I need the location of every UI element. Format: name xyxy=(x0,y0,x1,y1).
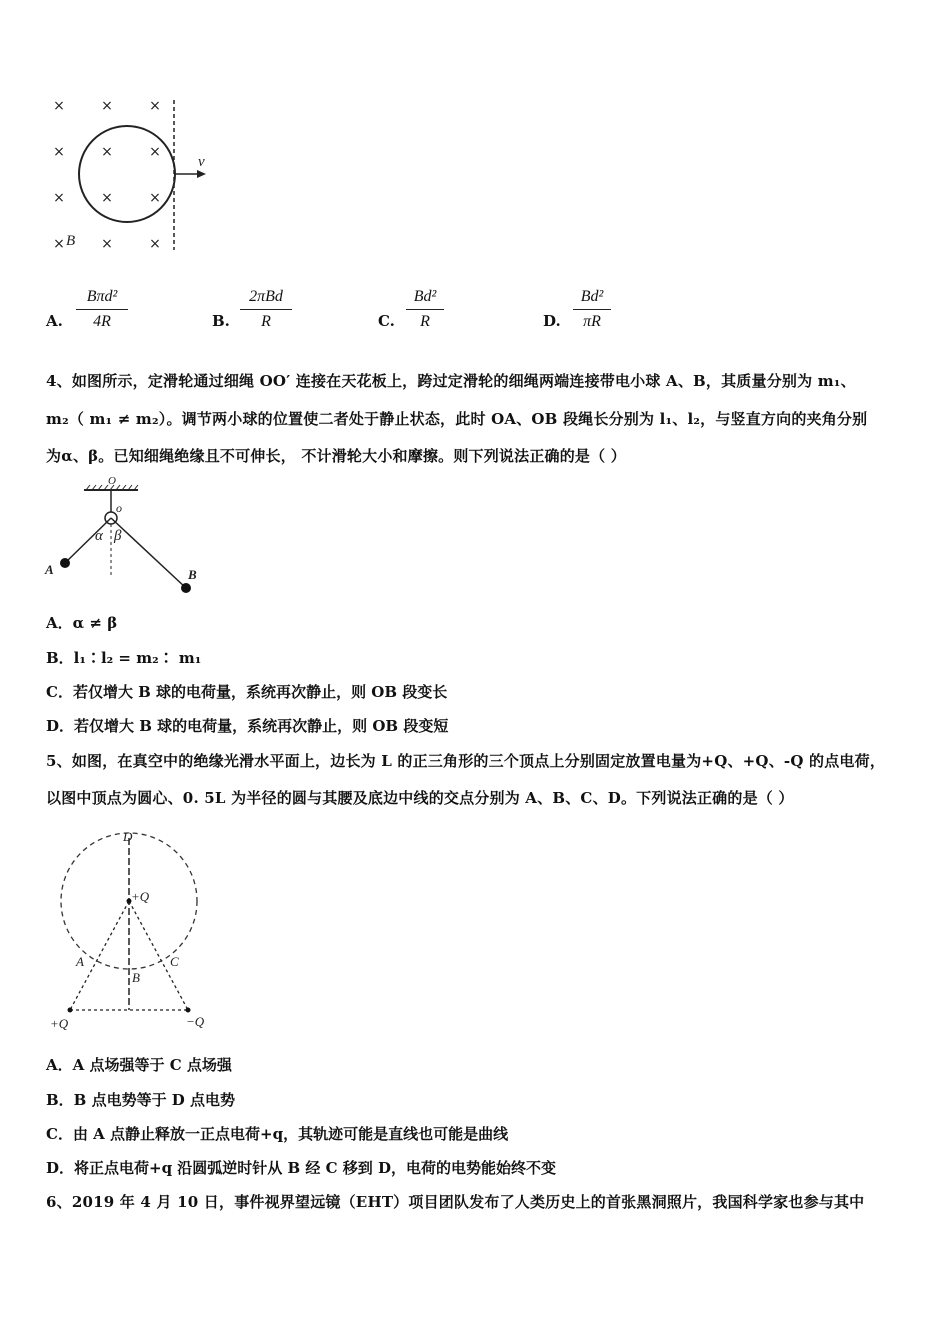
charge-left xyxy=(68,1008,73,1013)
point-d-label: D xyxy=(123,829,133,844)
q3-option-a-formula xyxy=(76,288,128,331)
q5-option-a[interactable]: A．A 点场强等于 C 点场强 xyxy=(46,1056,232,1074)
q3-option-d-letter[interactable]: D. xyxy=(543,312,561,330)
triangle-right-side xyxy=(129,901,188,1010)
q5-option-d[interactable]: D．将正点电荷+q 沿圆弧逆时针从 B 经 C 移到 D，电荷的电势能始终不变 xyxy=(46,1159,557,1177)
q4-text-line-3: 为α、β。已知细绳绝缘且不可伸长， 不计滑轮大小和摩擦。则下列说法正确的是（ ） xyxy=(46,447,626,465)
field-cross: × xyxy=(149,236,161,252)
q3-option-b-formula xyxy=(240,288,292,331)
ball-a xyxy=(60,558,70,568)
charge-right xyxy=(186,1008,191,1013)
q5-text-line-2: 以图中顶点为圆心、0. 5L 为半径的圆与其腰及底边中线的交点分别为 A、B、C、D。下列说法正确的是（ ） xyxy=(46,789,794,807)
alpha-label: α xyxy=(95,528,103,544)
triangle-diagram xyxy=(40,826,230,1036)
q3-option-c-letter[interactable]: C. xyxy=(378,312,395,330)
rope-ob xyxy=(111,518,186,588)
q5-text-line-1: 5、如图，在真空中的绝缘光滑水平面上，边长为 L 的正三角形的三个顶点上分别固定放置电量为+Q、+Q、-Q 的点电荷， xyxy=(46,752,886,770)
field-cross: × xyxy=(53,98,65,114)
field-cross: × xyxy=(53,190,65,206)
right-charge-label: −Q xyxy=(186,1014,205,1029)
b-label: B xyxy=(66,233,76,249)
denominator: 4R xyxy=(93,313,111,330)
q3-option-a-letter[interactable]: A. xyxy=(46,312,63,330)
numerator: Bd² xyxy=(406,288,444,310)
top-charge-label: +Q xyxy=(131,889,150,904)
q3-option-b-letter[interactable]: B. xyxy=(212,312,230,330)
magnetic-field-figure xyxy=(40,88,230,258)
ball-b xyxy=(181,583,191,593)
field-cross: × xyxy=(149,98,161,114)
field-cross: × xyxy=(149,144,161,160)
ceiling-o-label: O xyxy=(108,475,116,487)
q6-text-line-1: 6、2019 年 4 月 10 日，事件视界望远镜（EHT）项目团队发布了人类历史上的首张黑洞照片，我国科学家也参与其中 xyxy=(46,1193,865,1211)
field-cross: × xyxy=(101,98,113,114)
triangle-figure xyxy=(40,826,230,1036)
field-cross: × xyxy=(53,144,65,160)
left-charge-label: +Q xyxy=(50,1016,69,1031)
beta-label: β xyxy=(114,528,122,544)
point-b-label: B xyxy=(132,970,140,985)
ball-a-label: A xyxy=(45,562,54,577)
q5-option-c[interactable]: C．由 A 点静止释放一正点电荷+q，其轨迹可能是直线也可能是曲线 xyxy=(46,1125,509,1143)
q3-option-d-formula xyxy=(573,288,611,331)
velocity-arrowhead xyxy=(197,170,206,178)
pulley-figure xyxy=(40,474,210,598)
rope-oa xyxy=(65,518,111,563)
numerator: Bd² xyxy=(573,288,611,310)
point-c-label: C xyxy=(170,954,179,969)
pulley-o-label: o xyxy=(116,501,122,515)
denominator: R xyxy=(420,313,430,330)
denominator: R xyxy=(261,313,271,330)
point-a-label: A xyxy=(76,954,84,969)
numerator: Bπd² xyxy=(76,288,128,310)
field-cross: × xyxy=(149,190,161,206)
field-cross: × xyxy=(53,236,65,252)
q4-option-d[interactable]: D．若仅增大 B 球的电荷量，系统再次静止，则 OB 段变短 xyxy=(46,717,449,735)
pulley-diagram xyxy=(40,474,210,598)
ball-b-label: B xyxy=(188,567,197,582)
numerator: 2πBd xyxy=(240,288,292,310)
conducting-loop xyxy=(79,126,175,222)
magnetic-field-diagram xyxy=(40,88,230,258)
q5-option-b[interactable]: B．B 点电势等于 D 点电势 xyxy=(46,1091,236,1109)
q4-text-line-2: m₂（ m₁ ≠ m₂）。调节两小球的位置使二者处于静止状态，此时 OA、OB 段绳长分别为 l₁、l₂，与竖直方向的夹角分别 xyxy=(46,410,868,428)
q4-option-a[interactable]: A．α ≠ β xyxy=(46,614,118,632)
q3-option-c-formula xyxy=(406,288,444,331)
q4-option-c[interactable]: C．若仅增大 B 球的电荷量，系统再次静止，则 OB 段变长 xyxy=(46,683,448,701)
q4-text-line-1: 4、如图所示，定滑轮通过细绳 OO′ 连接在天花板上，跨过定滑轮的细绳两端连接带电小球 A、B，其质量分别为 m₁、 xyxy=(46,372,856,390)
field-cross: × xyxy=(101,190,113,206)
denominator: πR xyxy=(583,313,601,330)
v-label: v xyxy=(198,154,205,170)
field-cross: × xyxy=(101,236,113,252)
q4-option-b[interactable]: B．l₁∶l₂ = m₂∶ m₁ xyxy=(46,649,202,667)
field-cross: × xyxy=(101,144,113,160)
